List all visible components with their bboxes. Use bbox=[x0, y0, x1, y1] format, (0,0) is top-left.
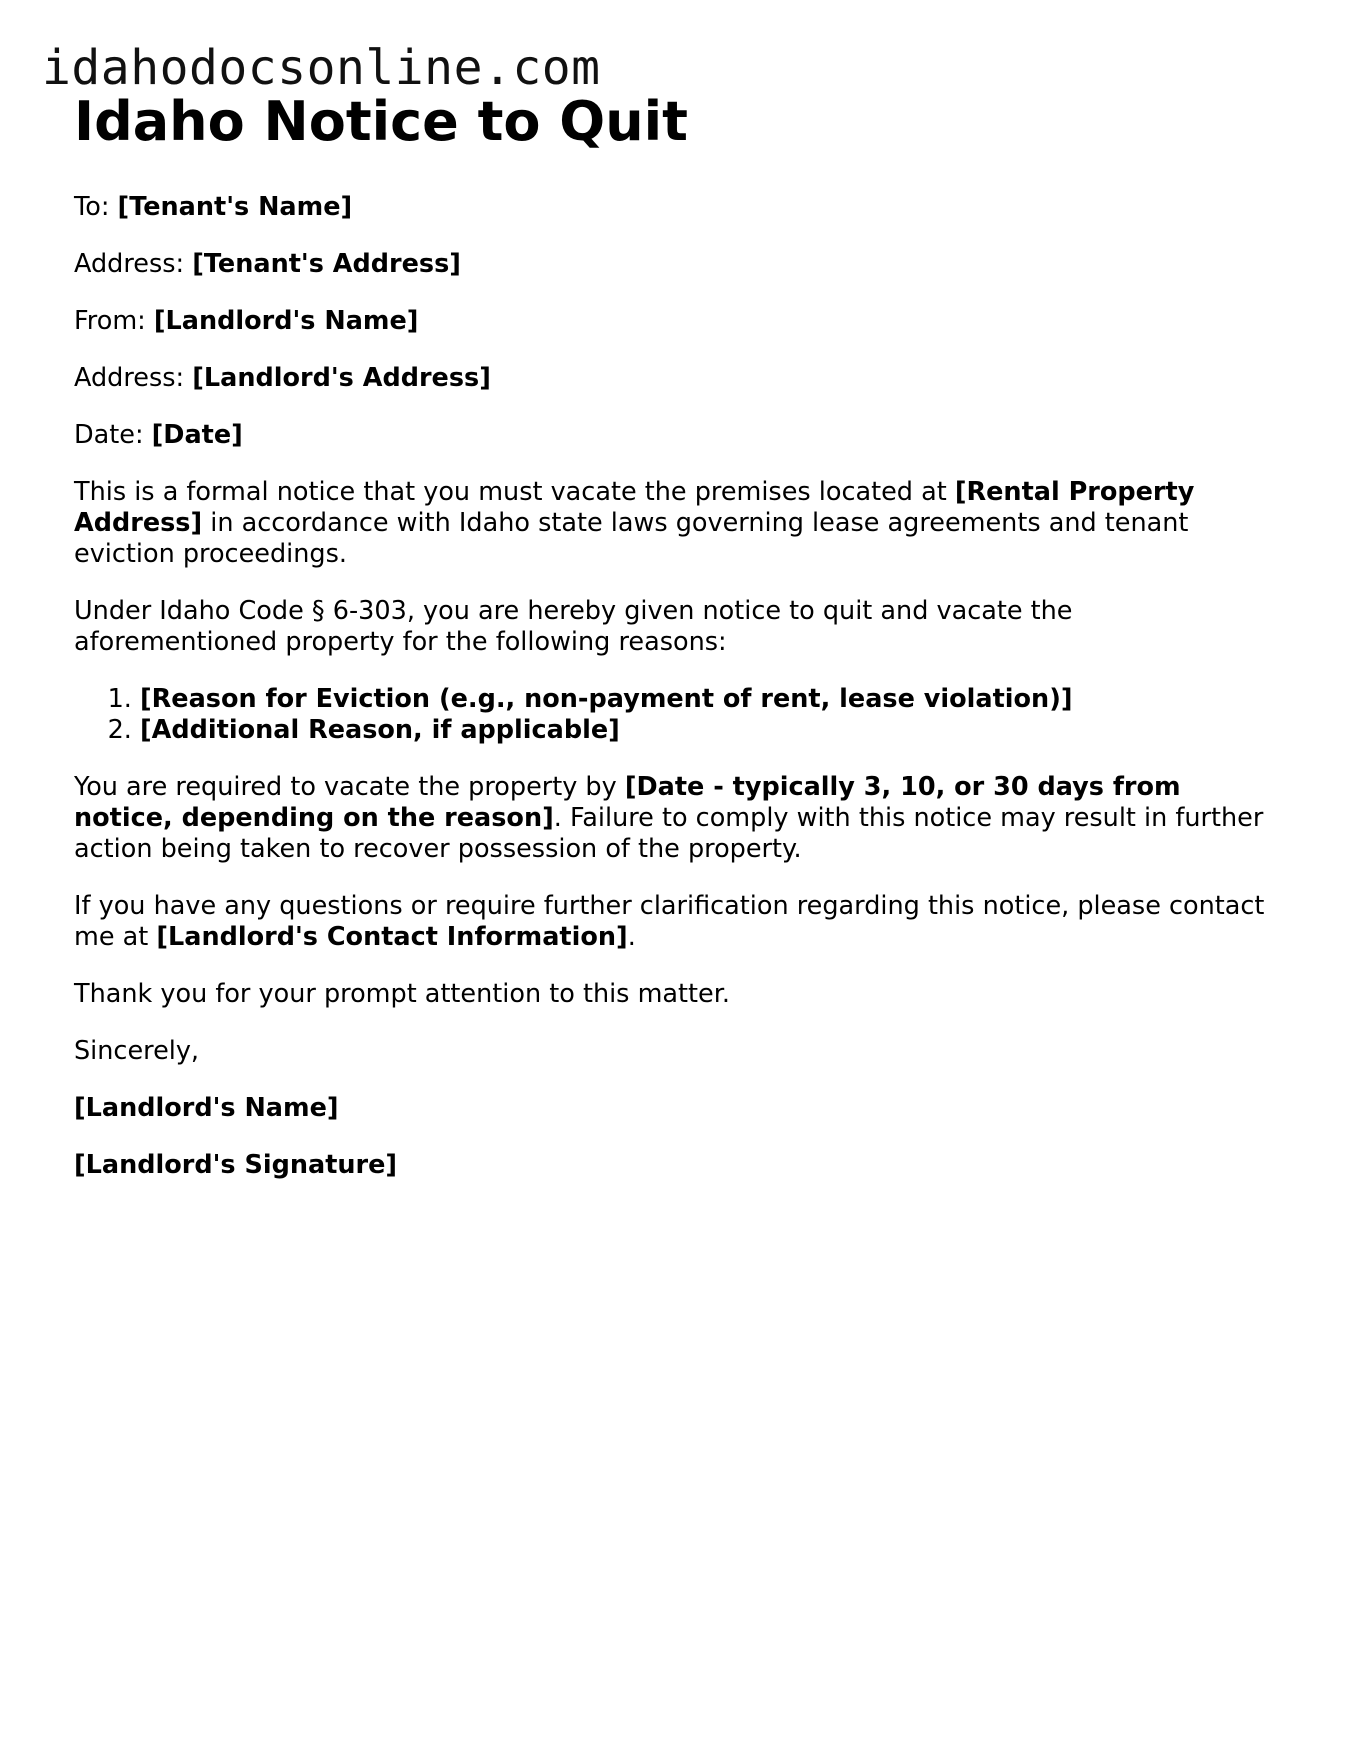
tenant-address: [Tenant's Address] bbox=[192, 249, 461, 279]
landlord-contact-info: [Landlord's Contact Information] bbox=[156, 922, 628, 952]
notice-document bbox=[74, 90, 1274, 1207]
tenant-address-label: Address: bbox=[74, 249, 185, 279]
landlord-address: [Landlord's Address] bbox=[192, 363, 491, 393]
signer-name: [Landlord's Name] bbox=[74, 1093, 339, 1123]
from-label: From: bbox=[74, 306, 146, 336]
from-line bbox=[74, 306, 1274, 337]
document-title: Idaho Notice to Quit bbox=[74, 90, 688, 153]
tenant-name: [Tenant's Name] bbox=[117, 192, 353, 222]
thank-you-paragraph: Thank you for your prompt attention to this matter. bbox=[74, 979, 730, 1009]
eviction-reason: 2. [Additional Reason, if applicable] bbox=[140, 715, 1274, 746]
signer-signature: [Landlord's Signature] bbox=[74, 1150, 398, 1180]
paragraph-text: in accordance with Idaho state laws governing lease agreements and tenant eviction proceedings. bbox=[74, 508, 1189, 569]
closing: Sincerely, bbox=[74, 1036, 200, 1066]
eviction-reasons-list bbox=[74, 684, 1274, 746]
paragraph-text: . Failure to comply with this notice may result in further action being taken to recover possession of the property. bbox=[74, 803, 1264, 864]
landlord-address-label: Address: bbox=[74, 363, 185, 393]
paragraph-text: If you have any questions or require further clarification regarding this notice, please contact me at bbox=[74, 891, 1265, 952]
signer-name-line bbox=[74, 1093, 1274, 1124]
vacate-notice-paragraph bbox=[74, 477, 1274, 570]
legal-basis-paragraph: Under Idaho Code § 6-303, you are hereby given notice to quit and vacate the aforementioned property for the following reasons: bbox=[74, 596, 1073, 657]
landlord-address-line bbox=[74, 363, 1274, 394]
rental-property-address: [Rental Property Address] bbox=[74, 477, 1195, 538]
eviction-reason: 1. [Reason for Eviction (e.g., non-payment of rent, lease violation)] bbox=[140, 684, 1274, 715]
contact-paragraph bbox=[74, 891, 1274, 953]
tenant-address-line bbox=[74, 249, 1274, 280]
site-watermark: idahodocsonline.com bbox=[42, 40, 601, 96]
date-line bbox=[74, 420, 1274, 451]
to-line bbox=[74, 192, 1274, 223]
signer-signature-line bbox=[74, 1150, 1274, 1181]
paragraph-text: This is a formal notice that you must vacate the premises located at bbox=[74, 477, 955, 507]
vacate-deadline-paragraph bbox=[74, 772, 1274, 865]
landlord-name: [Landlord's Name] bbox=[153, 306, 419, 336]
paragraph-text: . bbox=[627, 922, 636, 952]
to-label: To: bbox=[74, 192, 110, 222]
date-label: Date: bbox=[74, 420, 144, 450]
notice-date: [Date] bbox=[151, 420, 243, 450]
paragraph-text: You are required to vacate the property by bbox=[74, 772, 625, 802]
vacate-deadline: [Date - typically 3, 10, or 30 days from notice, depending on the reason] bbox=[74, 772, 1181, 833]
